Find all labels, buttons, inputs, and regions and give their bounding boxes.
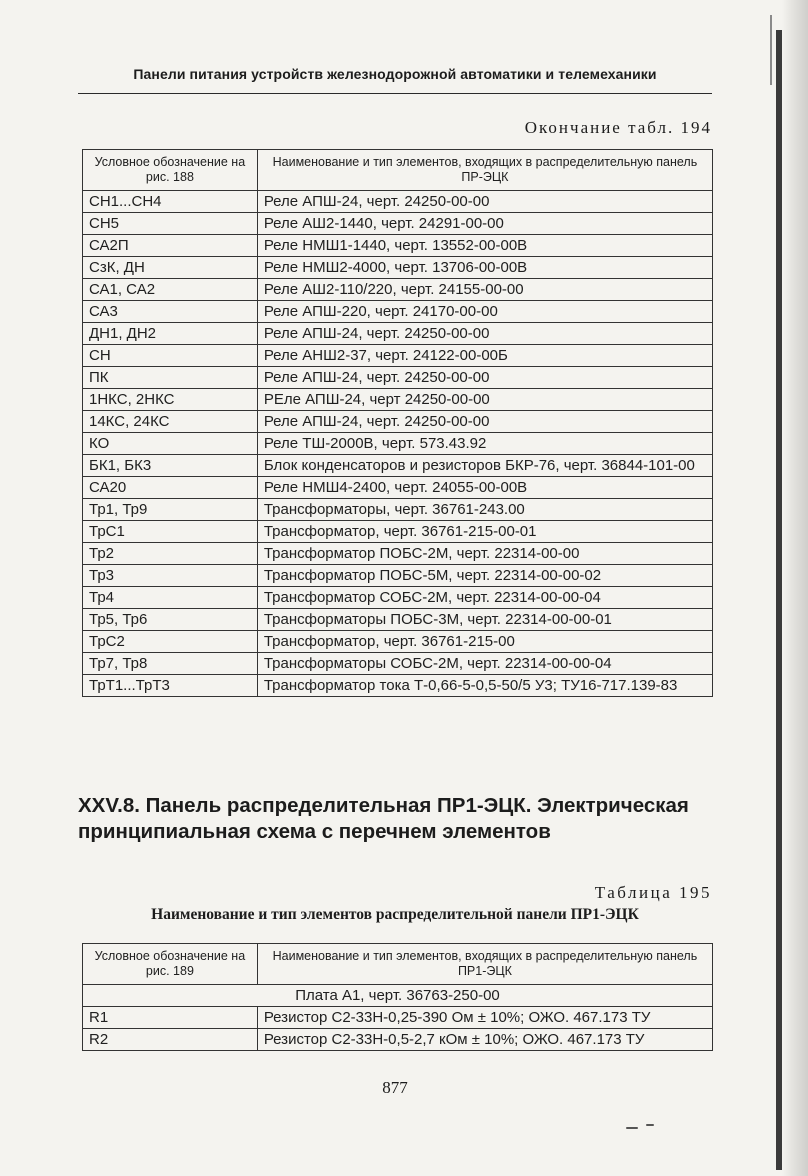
designation-cell: Тр7, Тр8 (83, 653, 258, 675)
element-name-cell: Реле АПШ-24, черт. 24250-00-00 (257, 411, 712, 433)
continuation-caption: Окончание табл. 194 (524, 118, 712, 137)
element-name-cell: Трансформатор ПОБС-2М, черт. 22314-00-00 (257, 543, 712, 565)
designation-cell: R1 (83, 1007, 258, 1029)
designation-cell: СН (83, 345, 258, 367)
element-name-cell: Трансформатор, черт. 36761-215-00-01 (257, 521, 712, 543)
table-row (83, 587, 713, 609)
table-row (83, 477, 713, 499)
table-row (83, 389, 713, 411)
table-194 (82, 149, 713, 697)
element-name-cell: Трансформаторы ПОБС-3М, черт. 22314-00-00-01 (257, 609, 712, 631)
designation-cell: Тр3 (83, 565, 258, 587)
designation-cell: R2 (83, 1029, 258, 1051)
element-name-cell: РЕле АПШ-24, черт 24250-00-00 (257, 389, 712, 411)
scan-shadow (782, 0, 808, 1176)
table-row (83, 455, 713, 477)
designation-cell: СА20 (83, 477, 258, 499)
element-name-cell: Трансформатор ПОБС-5М, черт. 22314-00-00-02 (257, 565, 712, 587)
element-name-cell: Трансформаторы СОБС-2М, черт. 22314-00-00-04 (257, 653, 712, 675)
table-row (83, 609, 713, 631)
table-row (83, 235, 713, 257)
table-195 (82, 943, 713, 1051)
designation-cell: 1НКС, 2НКС (83, 389, 258, 411)
running-head: Панели питания устройств железнодорожной автоматики и телемеханики (133, 66, 657, 82)
table-row (83, 565, 713, 587)
element-name-cell: Реле АПШ-24, черт. 24250-00-00 (257, 367, 712, 389)
designation-cell: Тр4 (83, 587, 258, 609)
designation-cell: 14КС, 24КС (83, 411, 258, 433)
scan-edge-bar (776, 30, 782, 1170)
designation-cell: СА2П (83, 235, 258, 257)
table-header-row (83, 150, 713, 191)
header-element-name: Наименование и тип элементов, входящих в распределительную панель ПР1-ЭЦК (257, 944, 712, 985)
element-name-cell: Реле АНШ2-37, черт. 24122-00-00Б (257, 345, 712, 367)
table-row (83, 1029, 713, 1051)
element-name-cell: Реле АПШ-24, черт. 24250-00-00 (257, 191, 712, 213)
table-header-row (83, 944, 713, 985)
designation-cell: БК1, БК3 (83, 455, 258, 477)
header-designation: Условное обозначение на рис. 189 (83, 944, 258, 985)
header-rule (78, 93, 712, 94)
table-row (83, 301, 713, 323)
table-row (83, 279, 713, 301)
element-name-cell: Резистор С2-33Н-0,25-390 Ом ± 10%; ОЖО. 467.173 ТУ (257, 1007, 712, 1029)
section-heading: XXV.8. Панель распределительная ПР1-ЭЦК. Электрическая принципиальная схема с перечнем элементов (78, 794, 689, 843)
element-name-cell: Трансформатор, черт. 36761-215-00 (257, 631, 712, 653)
table-row (83, 213, 713, 235)
element-name-cell: Резистор С2-33Н-0,5-2,7 кОм ± 10%; ОЖО. 467.173 ТУ (257, 1029, 712, 1051)
designation-cell: Тр5, Тр6 (83, 609, 258, 631)
table-row (83, 653, 713, 675)
table-row (83, 191, 713, 213)
table-merged-row (83, 985, 713, 1007)
table-title: Наименование и тип элементов распределительной панели ПР1-ЭЦК (151, 906, 639, 923)
element-name-cell: Реле НМШ2-4000, черт. 13706-00-00В (257, 257, 712, 279)
element-name-cell: Трансформаторы, черт. 36761-243.00 (257, 499, 712, 521)
designation-cell: СН1...СН4 (83, 191, 258, 213)
designation-cell: Тр1, Тр9 (83, 499, 258, 521)
designation-cell: ПК (83, 367, 258, 389)
page-number: 877 (382, 1078, 408, 1097)
element-name-cell: Трансформатор СОБС-2М, черт. 22314-00-00-04 (257, 587, 712, 609)
scan-speck (646, 1124, 654, 1126)
designation-cell: СА3 (83, 301, 258, 323)
header-designation: Условное обозначение на рис. 188 (83, 150, 258, 191)
designation-cell: ТрТ1...ТрТ3 (83, 675, 258, 697)
element-name-cell: Реле НМШ1-1440, черт. 13552-00-00В (257, 235, 712, 257)
element-name-cell: Реле АПШ-220, черт. 24170-00-00 (257, 301, 712, 323)
table-row (83, 433, 713, 455)
element-name-cell: Реле АПШ-24, черт. 24250-00-00 (257, 323, 712, 345)
table-row (83, 323, 713, 345)
table-row (83, 345, 713, 367)
table-row (83, 631, 713, 653)
header-element-name: Наименование и тип элементов, входящих в распределительную панель ПР-ЭЦК (257, 150, 712, 191)
table-row (83, 543, 713, 565)
designation-cell: ТрС1 (83, 521, 258, 543)
table-row (83, 257, 713, 279)
element-name-cell: Реле АШ2-110/220, черт. 24155-00-00 (257, 279, 712, 301)
element-name-cell: Реле НМШ4-2400, черт. 24055-00-00В (257, 477, 712, 499)
table-row (83, 521, 713, 543)
element-name-cell: Реле ТШ-2000В, черт. 573.43.92 (257, 433, 712, 455)
table-row (83, 675, 713, 697)
merged-cell: Плата А1, черт. 36763-250-00 (83, 985, 713, 1007)
designation-cell: Тр2 (83, 543, 258, 565)
designation-cell: СА1, СА2 (83, 279, 258, 301)
table-195-body (83, 985, 713, 1051)
element-name-cell: Трансформатор тока Т-0,66-5-0,5-50/5 У3; ТУ16-717.139-83 (257, 675, 712, 697)
table-row (83, 499, 713, 521)
element-name-cell: Реле АШ2-1440, черт. 24291-00-00 (257, 213, 712, 235)
designation-cell: СН5 (83, 213, 258, 235)
table-row (83, 1007, 713, 1029)
table-row (83, 411, 713, 433)
scan-speck (626, 1127, 638, 1129)
table-number: Таблица 195 (594, 883, 712, 902)
designation-cell: СзК, ДН (83, 257, 258, 279)
designation-cell: КО (83, 433, 258, 455)
scan-edge-mark (770, 15, 772, 85)
designation-cell: ТрС2 (83, 631, 258, 653)
table-194-body (83, 191, 713, 697)
table-row (83, 367, 713, 389)
element-name-cell: Блок конденсаторов и резисторов БКР-76, черт. 36844-101-00 (257, 455, 712, 477)
designation-cell: ДН1, ДН2 (83, 323, 258, 345)
